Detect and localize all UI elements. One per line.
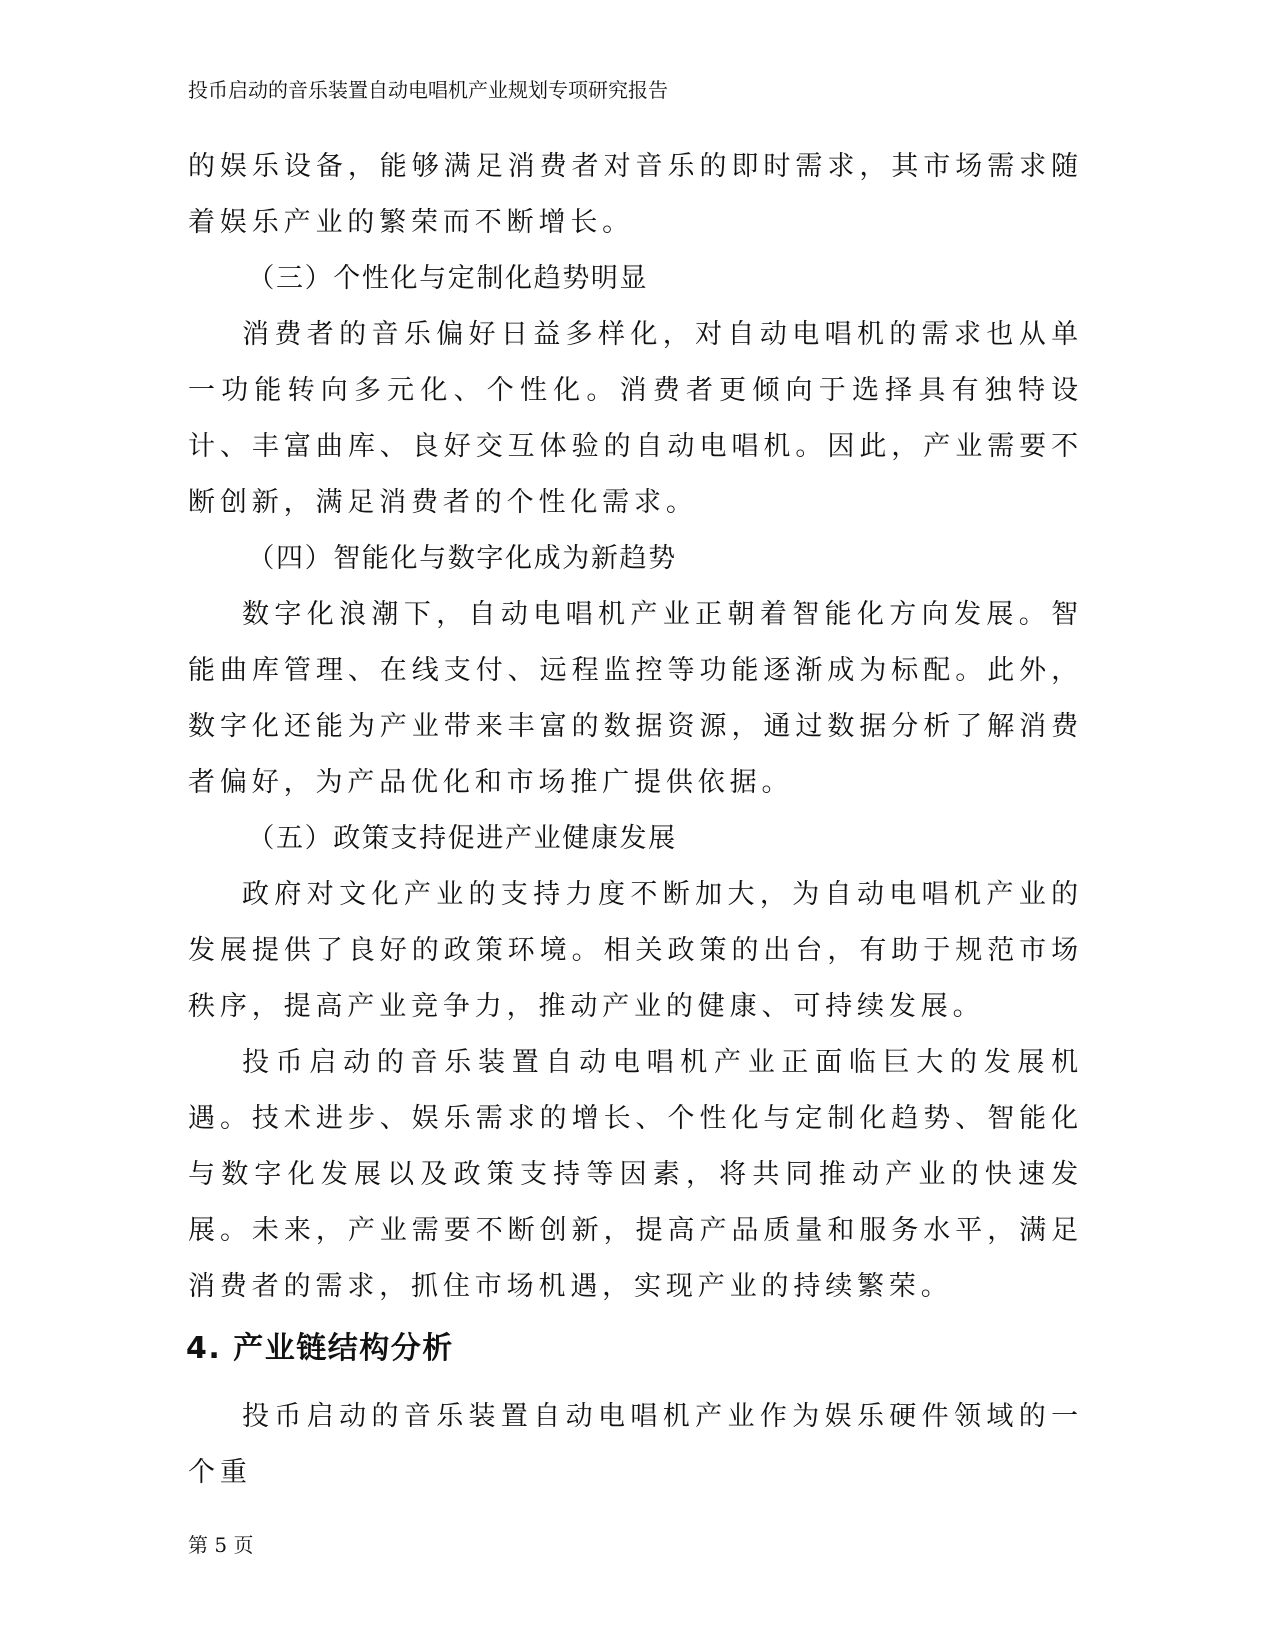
document-body: [188, 139, 1083, 1501]
paragraph-summary: 投币启动的音乐装置自动电唱机产业正面临巨大的发展机遇。技术进步、娱乐需求的增长、个性化与定制化趋势、智能化与数字化发展以及政策支持等因素，将共同推动产业的快速发展。未来，产业需要不断创新，提高产品质量和服务水平，满足消费者的需求，抓住市场机遇，实现产业的持续繁荣。: [188, 1047, 1083, 1302]
subheading-3: （三）个性化与定制化趋势明显: [247, 263, 649, 294]
paragraph-continuation: 的娱乐设备，能够满足消费者对音乐的即时需求，其市场需求随着娱乐产业的繁荣而不断增长。: [188, 151, 1083, 238]
paragraph-personalization: 消费者的音乐偏好日益多样化，对自动电唱机的需求也从单一功能转向多元化、个性化。消费者更倾向于选择具有独特设计、丰富曲库、良好交互体验的自动电唱机。因此，产业需要不断创新，满足消费者的个性化需求。: [188, 319, 1083, 518]
paragraph-chain-intro: 投币启动的音乐装置自动电唱机产业作为娱乐硬件领域的一个重: [188, 1401, 1083, 1488]
paragraph-policy: 政府对文化产业的支持力度不断加大，为自动电唱机产业的发展提供了良好的政策环境。相关政策的出台，有助于规范市场秩序，提高产业竞争力，推动产业的健康、可持续发展。: [188, 879, 1083, 1022]
section-heading: 4. 产业链结构分析: [186, 1331, 454, 1366]
subheading-5: （五）政策支持促进产业健康发展: [247, 823, 677, 854]
paragraph-digitalization: 数字化浪潮下，自动电唱机产业正朝着智能化方向发展。智能曲库管理、在线支付、远程监控等功能逐渐成为标配。此外，数字化还能为产业带来丰富的数据资源，通过数据分析了解消费者偏好，为产品优化和市场推广提供依据。: [188, 599, 1083, 798]
page-number: 第 5 页: [188, 1533, 254, 1557]
header-divider: [188, 110, 1088, 111]
page-header-title: 投币启动的音乐装置自动电唱机产业规划专项研究报告: [188, 78, 668, 102]
subheading-4: （四）智能化与数字化成为新趋势: [247, 543, 677, 574]
